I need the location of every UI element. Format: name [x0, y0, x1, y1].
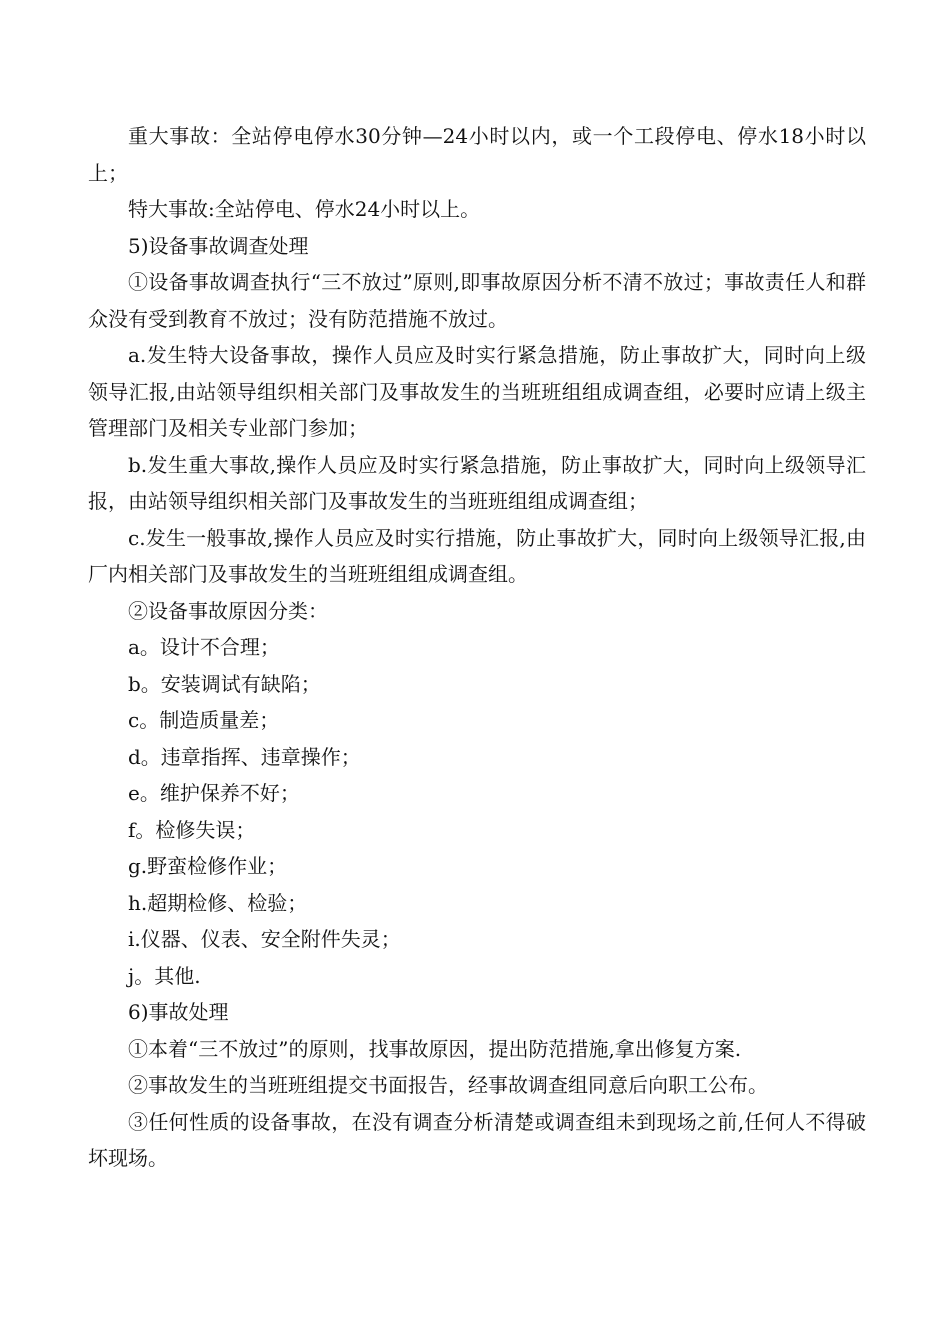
paragraph-item-a: a.发生特大设备事故，操作人员应及时实行紧急措施，防止事故扩大，同时向上级领导汇报,由站领导组织相关部门及事故发生的当班班组组成调查组，必要时应请上级主管理部门及相关专业部门参加； [88, 343, 866, 440]
list-item-cause-a: a。设计不合理； [128, 635, 280, 659]
list-item-cause-c: c。制造质量差； [128, 708, 280, 732]
list-item-cause-g: g.野蛮检修作业； [128, 854, 288, 878]
section-heading-investigation: 5)设备事故调查处理 [128, 233, 309, 258]
list-item-cause-d: d。违章指挥、违章操作； [128, 744, 361, 769]
list-item-cause-h: h.超期检修、检验； [128, 890, 308, 915]
paragraph-three-principles: ①设备事故调查执行“三不放过”原则,即事故原因分析不清不放过；事故责任人和群众没有受到教育不放过；没有防范措施不放过。 [88, 270, 866, 331]
paragraph-handling-2: ②事故发生的当班班组提交书面报告，经事故调查组同意后向职工公布。 [128, 1073, 768, 1097]
paragraph-handling-3: ③任何性质的设备事故，在没有调查分析清楚或调查组未到现场之前,任何人不得破坏现场。 [88, 1109, 866, 1170]
list-item-cause-b: b。安装调试有缺陷； [128, 671, 321, 696]
paragraph-item-b: b.发生重大事故,操作人员应及时实行紧急措施，防止事故扩大，同时向上级领导汇报，由站领导组织相关部门及事故发生的当班班组组成调查组； [88, 452, 866, 513]
paragraph-item-c: c.发生一般事故,操作人员应及时实行措施，防止事故扩大，同时向上级领导汇报,由厂内相关部门及事故发生的当班班组组成调查组。 [88, 525, 866, 586]
section-heading-handling: 6)事故处理 [128, 1000, 229, 1024]
document-body [88, 118, 866, 1177]
list-item-cause-e: e。维护保养不好； [128, 781, 300, 805]
paragraph-serious-accident: 特大事故:全站停电、停水24小时以上。 [128, 197, 481, 221]
list-item-cause-i: i.仪器、仪表、安全附件失灵； [128, 927, 401, 951]
list-item-cause-j: j。其他. [128, 963, 201, 988]
list-item-cause-f: f。检修失误； [128, 817, 256, 842]
paragraph-cause-classification: ②设备事故原因分类： [128, 598, 328, 623]
paragraph-major-accident: 重大事故：全站停电停水30分钟—24小时以内，或一个工段停电、停水18小时以上； [88, 124, 866, 185]
paragraph-handling-1: ①本着“三不放过”的原则，找事故原因，提出防范措施,拿出修复方案. [128, 1036, 742, 1061]
